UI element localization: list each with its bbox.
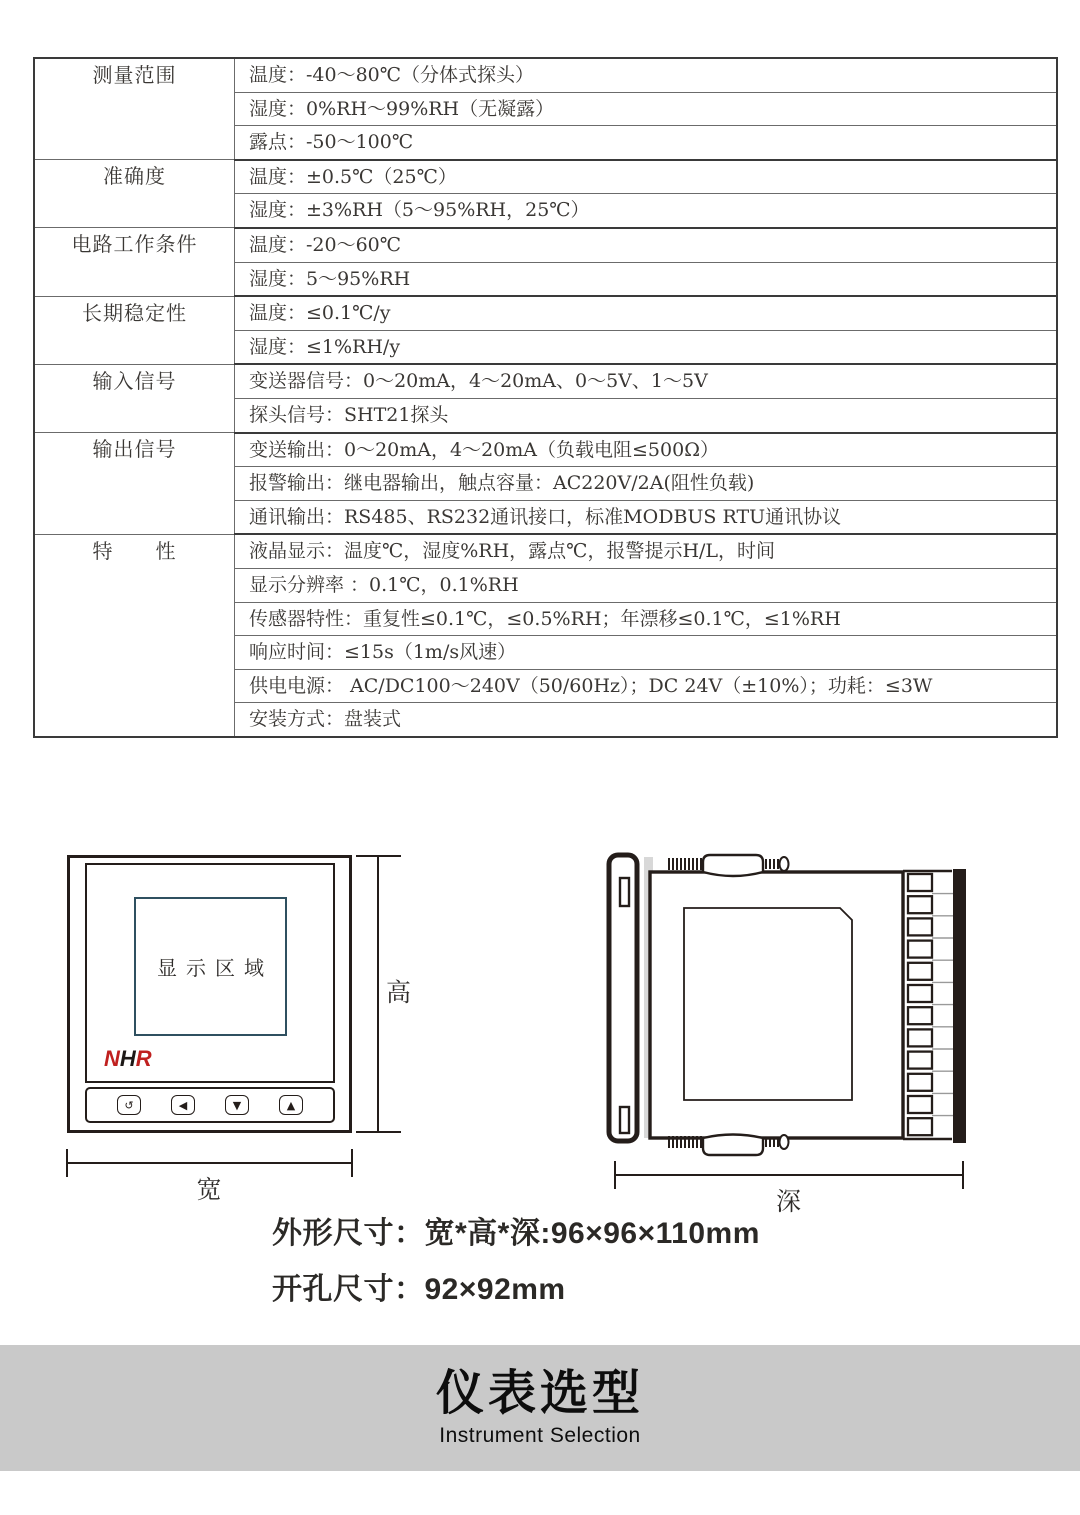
terminal-cells: [908, 874, 953, 1135]
spec-row-value: 传感器特性：重复性≤0.1℃，≤0.5%RH；年漂移≤0.1℃，≤1%RH: [235, 602, 1058, 636]
logo-letter-r: R: [135, 1046, 152, 1071]
depth-dimension-line: [615, 1174, 963, 1176]
drawn-key-up-icon: ▲: [279, 1095, 303, 1115]
spec-row-value: 安装方式：盘装式: [235, 703, 1058, 737]
spec-row: [34, 228, 1057, 262]
spec-row: [34, 433, 1057, 467]
logo-letter-h: H: [119, 1046, 136, 1071]
front-view-keybar: [85, 1087, 335, 1123]
spec-row-value: 湿度：±3%RH（5～95%RH，25℃）: [235, 194, 1058, 228]
spec-row-value: 温度：≤0.1℃/y: [235, 296, 1058, 330]
spec-group-label: 准确度: [34, 160, 235, 228]
drawn-key-loop-icon: ↺: [117, 1095, 141, 1115]
display-area-label: 显示区域: [157, 956, 273, 980]
banner-subtitle: Instrument Selection: [439, 1423, 641, 1447]
display-area-box: [134, 897, 287, 1036]
spec-row-value: 湿度：0%RH～99%RH（无凝露）: [235, 92, 1058, 126]
spec-row-value: 温度：-40～80℃（分体式探头）: [235, 58, 1058, 92]
spec-group-label: 输入信号: [34, 364, 235, 432]
side-view-drawing: [600, 845, 980, 1165]
spec-row-value: 变送输出：0～20mA，4～20mA（负载电阻≤500Ω）: [235, 433, 1058, 467]
spec-group-label: 输出信号: [34, 433, 235, 535]
spec-row-value: 温度：-20～60℃: [235, 228, 1058, 262]
spec-group-label: 测量范围: [34, 58, 235, 160]
outline-size-text: 外形尺寸：宽*高*深:96×96×110mm: [272, 1217, 760, 1250]
spec-row: [34, 296, 1057, 330]
drawn-key-left-icon: ◀: [171, 1095, 195, 1115]
spec-row: [34, 58, 1057, 92]
spec-row-value: 通讯输出：RS485、RS232通讯接口，标准MODBUS RTU通讯协议: [235, 500, 1058, 534]
brand-logo: [104, 1048, 152, 1070]
logo-letter-n: N: [104, 1046, 120, 1071]
height-dimension-cap-bottom: [356, 1131, 401, 1133]
spec-row-value: 湿度：≤1%RH/y: [235, 330, 1058, 364]
spec-row-value: 探头信号：SHT21探头: [235, 398, 1058, 432]
spec-row: [34, 364, 1057, 398]
bezel: [609, 855, 637, 1141]
height-dimension-line: [377, 856, 379, 1133]
spec-row-value: 温度：±0.5℃（25℃）: [235, 160, 1058, 194]
spec-row-value: 变送器信号：0～20mA，4～20mA、0～5V、1～5V: [235, 364, 1058, 398]
drawn-key-down-icon: ▼: [225, 1095, 249, 1115]
spec-row-value: 供电电源： AC/DC100～240V（50/60Hz）；DC 24V（±10%）；功耗：≤3W: [235, 669, 1058, 703]
spec-row-value: 露点：-50～100℃: [235, 126, 1058, 160]
terminal-block: [903, 869, 966, 1143]
spec-group-label: 电路工作条件: [34, 228, 235, 296]
spec-table-body: [34, 58, 1057, 737]
width-label: 宽: [196, 1175, 223, 1204]
width-dimension-line: [67, 1162, 352, 1164]
banner-title: 仪表选型: [435, 1367, 644, 1421]
spec-table: [33, 57, 1058, 738]
spec-row: [34, 534, 1057, 568]
cutout-size-text: 开孔尺寸：92×92mm: [272, 1273, 566, 1306]
body-inner-panel: [684, 908, 852, 1100]
spec-row-value: 显示分辨率 ：0.1℃，0.1%RH: [235, 568, 1058, 602]
spec-group-label: 长期稳定性: [34, 296, 235, 364]
spec-row-value: 报警输出：继电器输出，触点容量：AC220V/2A(阻性负载): [235, 467, 1058, 501]
section-banner: [0, 1345, 1080, 1471]
spec-row-value: 响应时间：≤15s（1m/s风速）: [235, 636, 1058, 670]
height-label: 高: [386, 978, 413, 1007]
height-dimension-cap-top: [356, 855, 401, 857]
spec-group-label: 特 性: [34, 534, 235, 737]
spec-row-value: 湿度：5～95%RH: [235, 262, 1058, 296]
terminal-cover-bar: [953, 869, 966, 1143]
depth-label: 深: [775, 1187, 802, 1216]
spec-row: [34, 160, 1057, 194]
spec-row-value: 液晶显示：温度℃，湿度%RH，露点℃，报警提示H/L，时间: [235, 534, 1058, 568]
